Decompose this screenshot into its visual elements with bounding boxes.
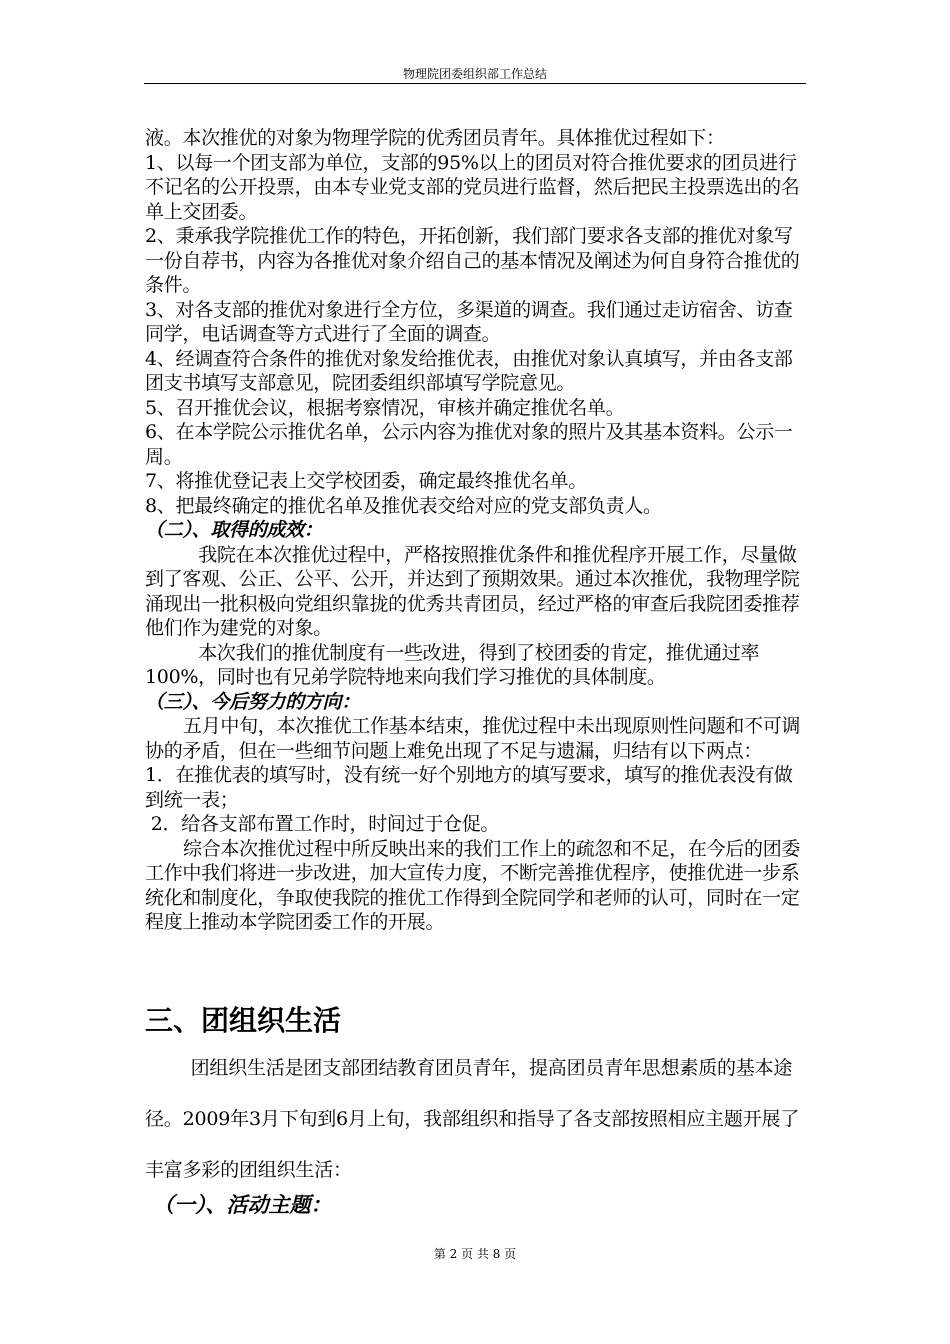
- page-header-title: 物理院团委组织部工作总结: [402, 67, 547, 81]
- section-3-paragraph: 团组织生活是团支部团结教育团员青年，提高团员青年思想素质的基本途径。2009年3月下旬到6月上旬，我部组织和指导了各支部按照相应主题开展了丰富多彩的团组织生活：: [145, 1057, 800, 1181]
- header-divider: [144, 83, 806, 84]
- step-1: 1、以每一个团支部为单位，支部的95%以上的团员对符合推优要求的团员进行不记名的公开投票，由本专业党支部的党员进行监督，然后把民主投票选出的名单上交团委。: [145, 151, 800, 223]
- achievements-paragraph-2: 本次我们的推优制度有一些改进，得到了校团委的肯定，推优通过率100%，同时也有兄弟学院特地来向我们学习推优的具体制度。: [145, 641, 760, 688]
- intro-paragraph: 液。本次推优的对象为物理学院的优秀团员青年。具体推优过程如下：: [145, 127, 725, 149]
- future-heading: （三）、今后努力的方向：: [145, 690, 360, 713]
- section-3-title: 三、团组织生活: [145, 1004, 342, 1037]
- step-3: 3、对各支部的推优对象进行全方位，多渠道的调查。我们通过走访宿舍、访查同学，电话调查等方式进行了全面的调查。: [145, 298, 793, 345]
- section-3-body: [145, 1043, 810, 1196]
- future-paragraph-1: 五月中旬，本次推优工作基本结束，推优过程中未出现原则性问题和不可调协的矛盾，但在一些细节问题上难免出现了不足与遗漏，归结有以下两点：: [145, 715, 801, 762]
- achievements-paragraph-1: 我院在本次推优过程中，严格按照推优条件和推优程序开展工作，尽量做到了客观、公正、公平、公开，并达到了预期效果。通过本次推优，我物理学院涌现出一批积极向党组织靠拢的优秀共青团员，经过严格的审查后我院团委推荐他们作为建党的对象。: [145, 543, 800, 639]
- section-3-subheading: （一）、活动主题：: [153, 1192, 332, 1217]
- step-2: 2、秉承我学院推优工作的特色，开拓创新，我们部门要求各支部的推优对象写一份自荐书，内容为各推优对象介绍自己的基本情况及阐述为何自身符合推优的条件。: [145, 225, 800, 296]
- future-point-1: 1．在推优表的填写时，没有统一好个别地方的填写要求，填写的推优表没有做到统一表；: [145, 764, 793, 811]
- main-text-block: [145, 126, 810, 935]
- page-footer-number: 第 2 页 共 8 页: [433, 1247, 517, 1261]
- step-7: 7、将推优登记表上交学校团委，确定最终推优名单。: [145, 470, 587, 492]
- step-4: 4、经调查符合条件的推优对象发给推优表，由推优对象认真填写，并由各支部团支书填写支部意见，院团委组织部填写学院意见。: [145, 347, 793, 394]
- future-point-2: 2．给各支部布置工作时，时间过于仓促。: [145, 813, 500, 835]
- step-5: 5、召开推优会议，根据考察情况，审核并确定推优名单。: [145, 396, 625, 419]
- achievements-heading: （二）、取得的成效：: [145, 519, 323, 541]
- step-8: 8、把最终确定的推优名单及推优表交给对应的党支部负责人。: [145, 494, 662, 517]
- step-6: 6、在本学院公示推优名单，公示内容为推优对象的照片及其基本资料。公示一周。: [145, 421, 793, 468]
- future-paragraph-2: 综合本次推优过程中所反映出来的我们工作上的疏忽和不足，在今后的团委工作中我们将进一步改进，加大宣传力度，不断完善推优程序，使推优进一步系统化和制度化，争取使我院的推优工作得到全院同学和老师的认可，同时在一定程度上推动本学院团委工作的开展。: [145, 837, 801, 933]
